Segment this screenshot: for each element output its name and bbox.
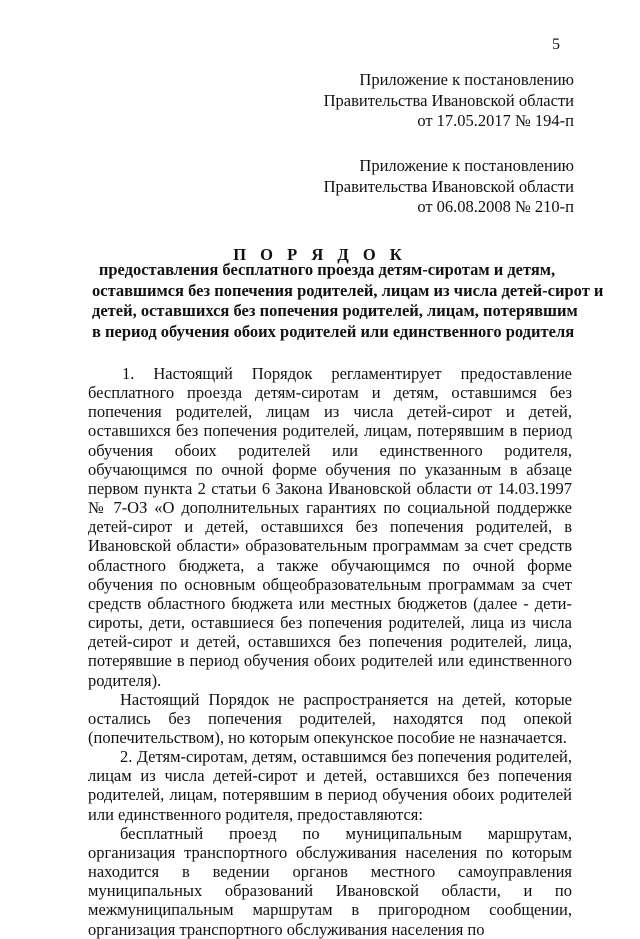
document-body — [88, 364, 572, 939]
body-paragraph: 2. Детям-сиротам, детям, оставшимся без попечения родителей, лицам из числа детей-сирот и детей, оставшихся без попечения родителей, лицам, потерявшим в период обучения обоих родителей или единственного родителя, предоставляются: — [88, 747, 572, 824]
appendix-line: Приложение к постановлению — [359, 156, 574, 175]
page-number: 5 — [552, 36, 560, 53]
appendix-line: Правительства Ивановской области — [323, 90, 574, 110]
appendix-line: Приложение к постановлению — [359, 70, 574, 89]
subtitle-line: оставшимся без попечения родителей, лицам из числа детей-сирот и — [92, 280, 604, 300]
subtitle-line: предоставления бесплатного проезда детям-сиротам и детям, — [98, 260, 556, 279]
document-subtitle — [92, 260, 604, 342]
appendix-line: Правительства Ивановской области — [323, 176, 574, 196]
body-paragraph: Настоящий Порядок не распространяется на детей, которые остались без попечения родителей, находятся под опекой (попечительством), но которым опекунское пособие не назначается. — [88, 689, 572, 747]
body-paragraph: 1. Настоящий Порядок регламентирует предоставление бесплатного проезда детям-сиротам и детям, оставшимся без попечения родителей, лицам из числа детей-сирот и детей, оставшихся без попечения родителей, лицам, потерявшим в период обучения обоих родителей или единственного родителя, обучающимся по очной форме обучения по указанным в абзаце первом пункта 2 статьи 6 Закона Ивановской области от 14.03.1997 № 7-ОЗ «О дополнительных гарантиях по социальной поддержке детей-сирот и детей, оставшихся без попечения родителей, в Ивановской области» образовательным программам за счет средств областного бюджета, а также обучающимся по очной форме обучения по основным общеобразовательным программам за счет средств областного бюджета или местных бюджетов (далее - дети-сироты, дети, оставшиеся без попечения родителей, лица из числа детей-сирот и детей, оставшихся без попечения родителей, лица, потерявшие в период обучения обоих родителей или единственного родителя). — [88, 364, 572, 690]
appendix-header-current — [274, 70, 574, 132]
appendix-line: от 17.05.2017 № 194-п — [417, 111, 574, 130]
body-paragraph: бесплатный проезд по муниципальным маршрутам, организация транспортного обслуживания населения по которым находится в ведении органов местного самоуправления муниципальных образований Ивановской области, и по межмуниципальным маршрутам в пригородном сообщении, организация транспортного обслуживания населения по — [88, 823, 572, 939]
subtitle-line: детей, оставшихся без попечения родителей, лицам, потерявшим — [92, 301, 578, 320]
subtitle-line: в период обучения обоих родителей или единственного родителя — [92, 321, 575, 341]
appendix-header-original — [274, 156, 574, 218]
document-title: П О Р Я Д О К — [233, 245, 407, 264]
appendix-line: от 06.08.2008 № 210-п — [417, 197, 574, 216]
